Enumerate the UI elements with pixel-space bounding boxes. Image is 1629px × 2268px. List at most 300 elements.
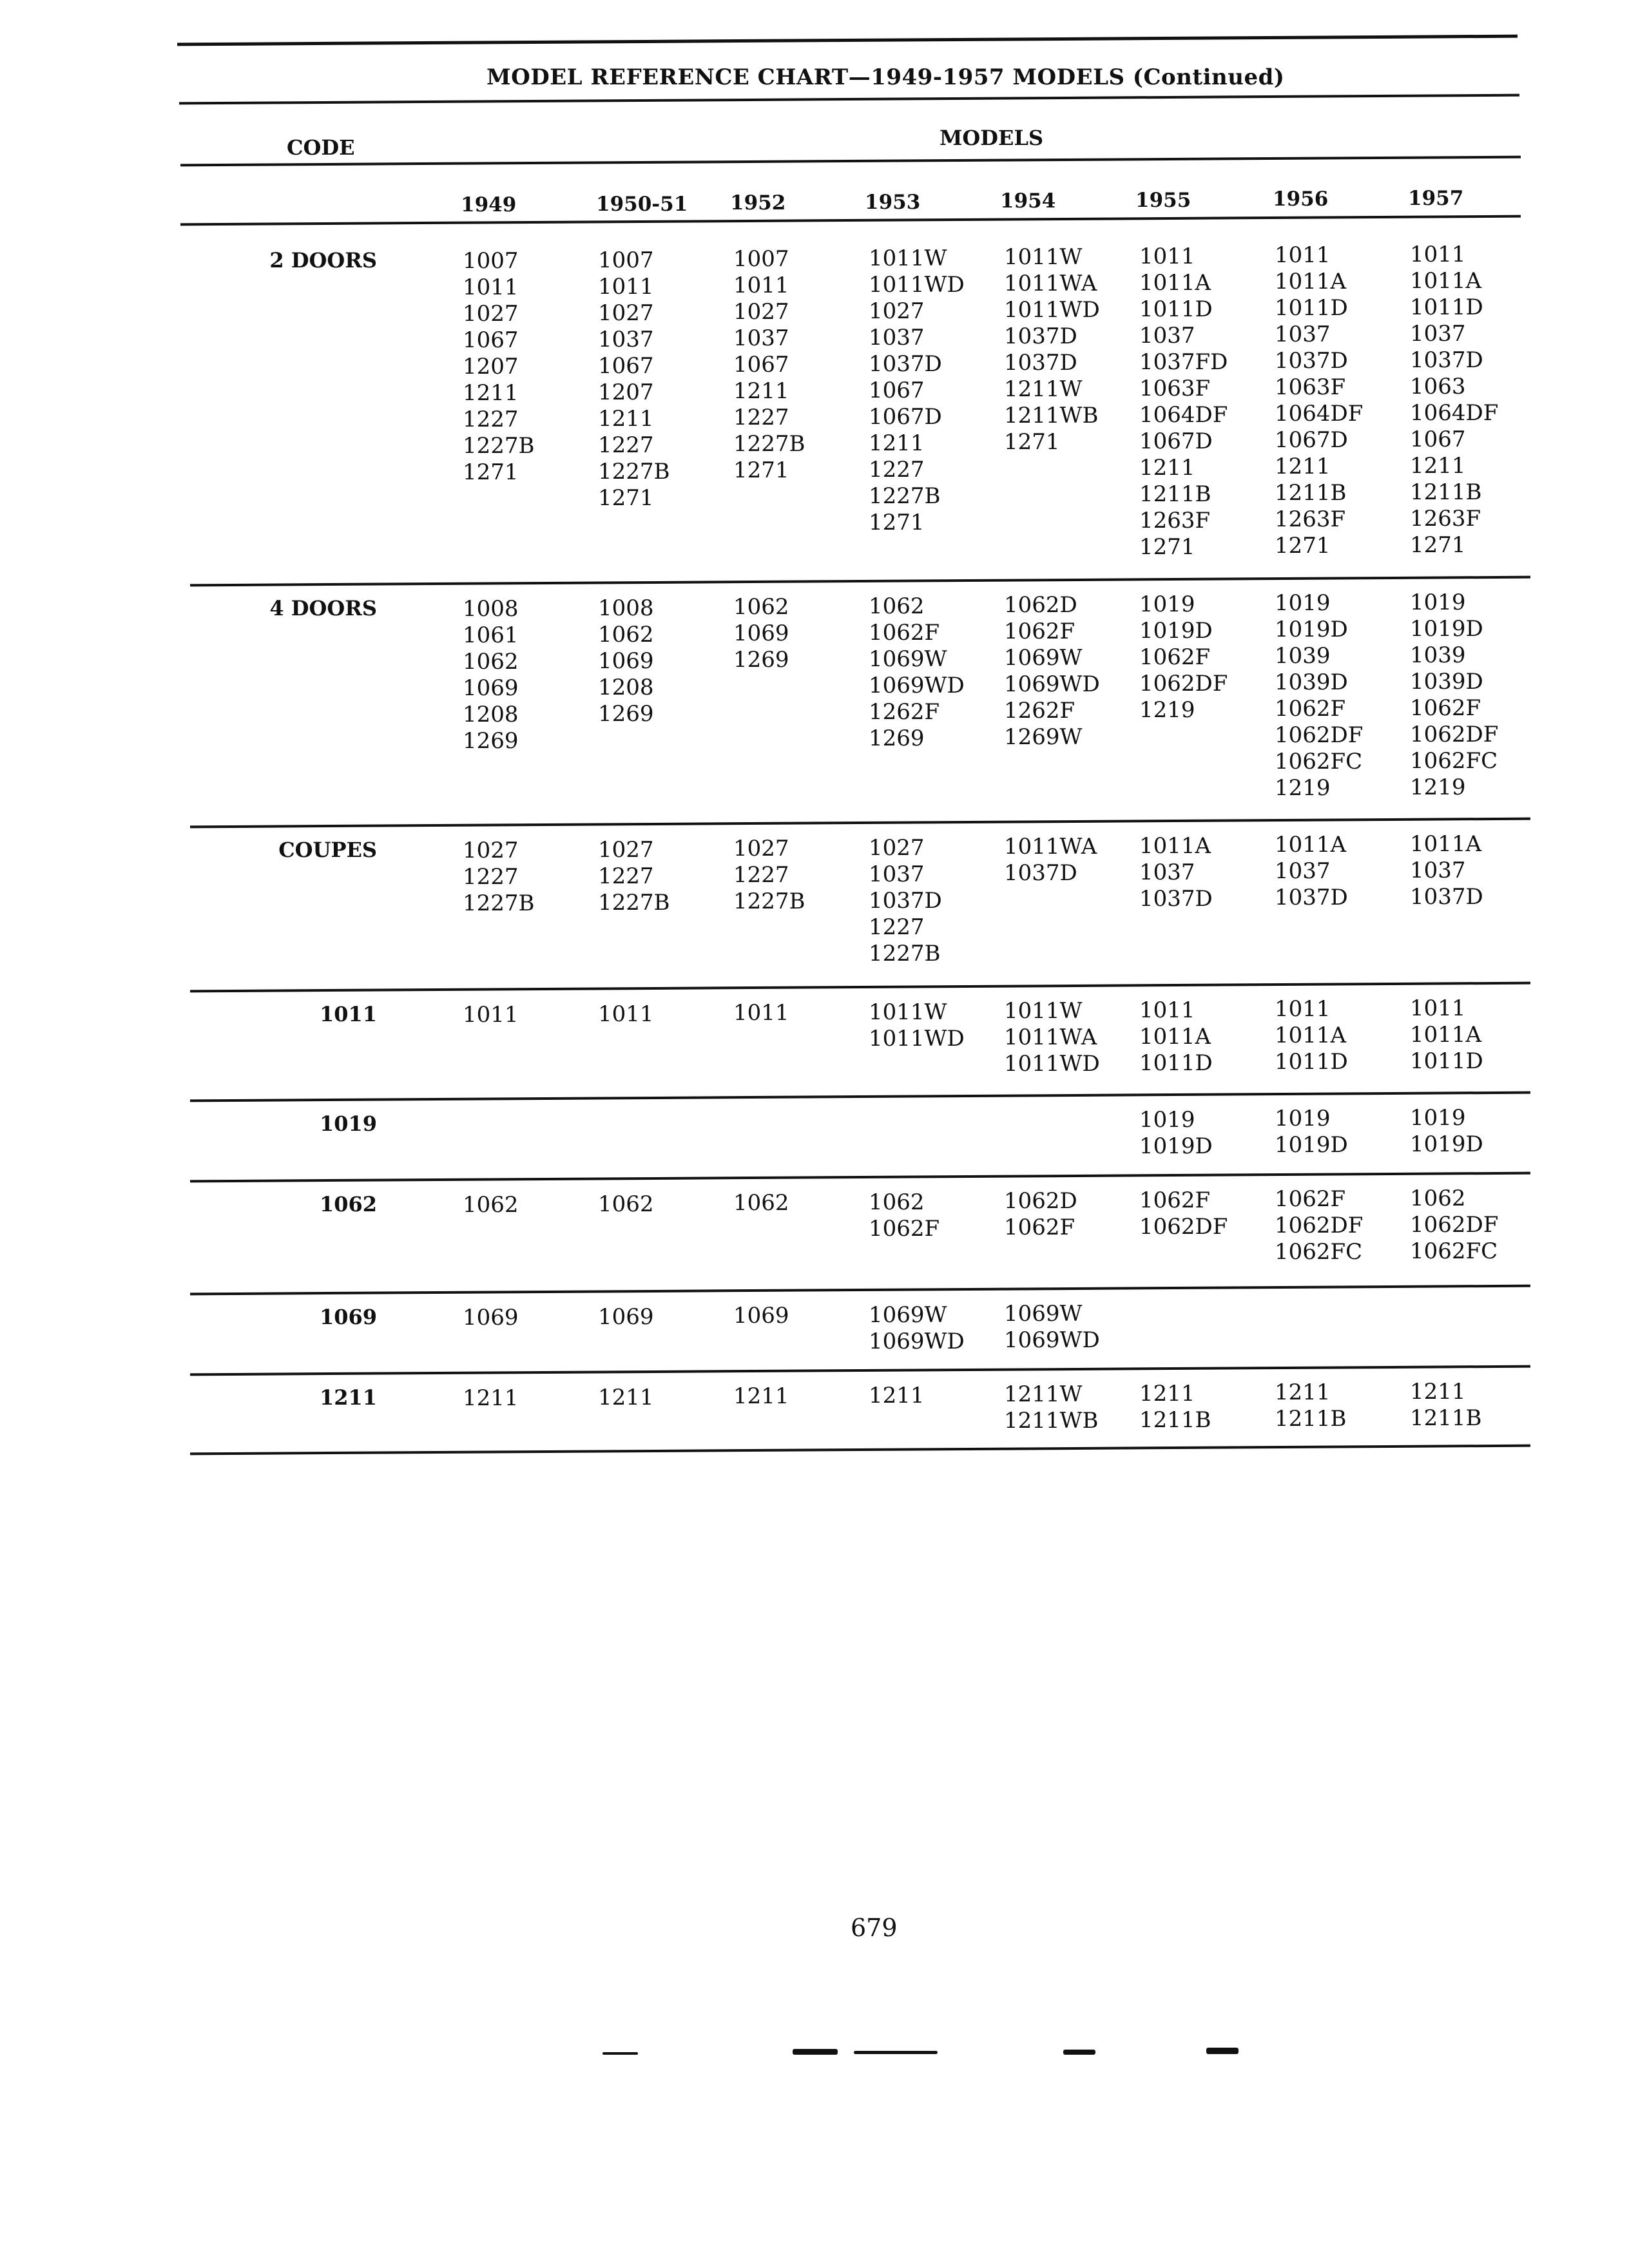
- model-number: 1208: [598, 674, 654, 700]
- row-code: 1211: [319, 1385, 377, 1410]
- model-number: 1007: [733, 246, 789, 272]
- model-number: 1211: [598, 1384, 654, 1410]
- model-number: 1269: [598, 700, 654, 727]
- model-number: 1011W: [1004, 244, 1083, 270]
- section-rule: [190, 1365, 1530, 1376]
- model-number: 1062: [869, 1189, 925, 1215]
- model-number: 1063: [1410, 373, 1466, 399]
- model-cell: [733, 1303, 789, 1329]
- model-number: 1011A: [1275, 1023, 1347, 1048]
- model-number: 1019D: [1139, 617, 1213, 644]
- model-cell: [1139, 1381, 1211, 1434]
- section-rule: [190, 1091, 1530, 1102]
- model-number: 1207: [598, 379, 654, 405]
- model-number: 1227: [598, 863, 654, 889]
- model-number: 1027: [598, 836, 654, 863]
- model-number: 1062: [598, 621, 654, 648]
- model-number: 1063F: [1275, 374, 1346, 400]
- model-number: 1227: [733, 862, 789, 888]
- model-number: 1263F: [1410, 505, 1481, 532]
- model-number: 1069WD: [869, 672, 965, 698]
- model-number: 1008: [463, 596, 519, 622]
- model-cell: [598, 595, 654, 727]
- model-number: 1037: [1275, 858, 1331, 884]
- scan-mark: [1206, 2048, 1239, 2054]
- model-number: 1069W: [1004, 645, 1083, 671]
- model-number: 1227B: [869, 483, 941, 509]
- model-number: 1227: [869, 456, 925, 483]
- model-number: 1219: [1410, 774, 1466, 800]
- model-cell: [1410, 831, 1483, 910]
- model-cell: [869, 1189, 940, 1242]
- model-number: 1011: [1139, 243, 1195, 269]
- model-number: 1019: [1410, 1104, 1466, 1131]
- model-cell: [598, 1304, 654, 1331]
- model-number: 1037D: [1004, 323, 1077, 349]
- top-rule: [177, 35, 1518, 46]
- model-number: 1069WD: [1004, 671, 1100, 697]
- model-number: 1262F: [1004, 698, 1075, 724]
- model-cell: [869, 1302, 965, 1355]
- model-cell: [869, 835, 942, 967]
- model-number: 1062F: [869, 619, 940, 646]
- model-number: 1011: [733, 1000, 789, 1026]
- model-number: 1037: [733, 325, 789, 351]
- scan-mark: [793, 2049, 838, 2055]
- model-number: 1227B: [733, 889, 805, 914]
- model-number: 1037D: [1004, 860, 1077, 886]
- model-number: 1062F: [1004, 1215, 1075, 1240]
- scan-mark: [602, 2052, 638, 2055]
- row-code: 1011: [319, 1002, 377, 1026]
- model-number: 1211: [598, 405, 654, 432]
- row-code: COUPES: [278, 838, 377, 862]
- model-number: 1007: [463, 248, 519, 274]
- model-cell: [1410, 1186, 1498, 1265]
- model-number: 1227: [598, 432, 654, 458]
- model-cell: [869, 1383, 925, 1409]
- model-number: 1211B: [1410, 479, 1482, 505]
- model-number: 1062F: [1275, 696, 1346, 722]
- model-number: 1062DF: [1139, 1213, 1228, 1240]
- model-number: 1211WB: [1004, 1408, 1099, 1434]
- model-cell: [463, 838, 535, 917]
- model-number: 1011W: [869, 999, 947, 1025]
- model-number: 1037: [869, 324, 925, 351]
- model-cell: [1275, 832, 1348, 911]
- model-number: 1069W: [869, 646, 947, 672]
- model-number: 1027: [869, 834, 925, 861]
- model-number: 1211: [1139, 1380, 1195, 1407]
- model-number: 1208: [463, 702, 519, 727]
- model-number: 1064DF: [1275, 401, 1364, 427]
- model-number: 1037: [1275, 322, 1331, 347]
- model-cell: [463, 1192, 519, 1218]
- model-number: 1271: [1410, 532, 1466, 558]
- model-cell: [733, 1383, 789, 1410]
- row-code: 1069: [319, 1305, 377, 1329]
- model-number: 1271: [1004, 429, 1060, 455]
- model-number: 1027: [463, 301, 519, 327]
- model-number: 1211: [1275, 454, 1331, 479]
- model-cell: [598, 1191, 654, 1218]
- model-number: 1011WD: [1004, 1051, 1100, 1077]
- model-number: 1062: [1410, 1185, 1466, 1211]
- model-number: 1039D: [1410, 668, 1483, 695]
- section-rule: [190, 1445, 1530, 1456]
- model-number: 1027: [733, 299, 789, 325]
- model-number: 1269W: [1004, 724, 1083, 750]
- model-number: 1011D: [1139, 1050, 1213, 1076]
- model-number: 1062: [463, 1192, 519, 1218]
- model-number: 1011W: [869, 245, 947, 271]
- model-number: 1069WD: [869, 1328, 965, 1354]
- model-number: 1027: [598, 300, 654, 326]
- year-heading: 1956: [1273, 187, 1329, 211]
- model-number: 1011: [1275, 996, 1331, 1022]
- model-number: 1019D: [1410, 615, 1483, 642]
- model-number: 1211: [463, 380, 519, 406]
- model-cell: [463, 248, 535, 486]
- model-number: 1011WA: [1004, 271, 1097, 296]
- model-number: 1219: [1139, 697, 1195, 723]
- model-number: 1019: [1410, 589, 1466, 615]
- model-number: 1211: [1275, 1379, 1331, 1405]
- model-number: 1062D: [1004, 1188, 1077, 1214]
- model-number: 1069W: [869, 1302, 947, 1328]
- model-number: 1011WA: [1004, 1024, 1097, 1050]
- model-number: 1011: [1275, 242, 1331, 268]
- section-rule: [190, 1285, 1530, 1296]
- model-number: 1211W: [1004, 1381, 1083, 1407]
- model-number: 1061: [463, 622, 519, 648]
- model-number: 1037D: [1004, 350, 1077, 376]
- model-number: 1019D: [1139, 1133, 1213, 1159]
- model-number: 1067: [598, 352, 654, 379]
- model-cell: [1139, 833, 1213, 912]
- model-number: 1062: [463, 649, 519, 675]
- model-number: 1067D: [1139, 428, 1213, 454]
- row-code: 4 DOORS: [269, 596, 377, 620]
- model-cell: [1139, 1107, 1213, 1160]
- model-number: 1211: [733, 1383, 789, 1409]
- model-cell: [1139, 244, 1228, 561]
- model-cell: [1139, 591, 1228, 724]
- model-cell: [1410, 1379, 1482, 1432]
- model-number: 1011A: [1410, 267, 1482, 294]
- model-number: 1011A: [1139, 269, 1211, 296]
- model-number: 1019: [1275, 590, 1331, 616]
- model-cell: [598, 247, 670, 512]
- model-cell: [1004, 1381, 1098, 1434]
- model-number: 1271: [1139, 533, 1195, 560]
- model-number: 1069: [463, 1305, 519, 1331]
- model-number: 1067: [1410, 426, 1466, 452]
- model-number: 1037D: [869, 887, 942, 914]
- model-number: 1069: [733, 1303, 789, 1329]
- model-number: 1037D: [1410, 347, 1483, 373]
- year-heading: 1953: [865, 190, 921, 214]
- model-cell: [1275, 242, 1363, 559]
- model-cell: [1004, 834, 1097, 887]
- model-number: 1227B: [598, 889, 670, 916]
- model-cell: [1410, 590, 1498, 801]
- model-number: 1062F: [1004, 619, 1075, 644]
- model-number: 1263F: [1139, 507, 1211, 533]
- model-number: 1011: [1410, 995, 1466, 1021]
- header-rule: [180, 156, 1521, 167]
- model-number: 1019: [1139, 1106, 1195, 1133]
- model-number: 1062FC: [1275, 749, 1363, 774]
- model-cell: [1275, 1106, 1348, 1158]
- model-number: 1037FD: [1139, 349, 1228, 375]
- scan-mark: [1063, 2050, 1095, 2055]
- model-number: 1011A: [1275, 269, 1347, 294]
- model-number: 1227: [733, 405, 789, 430]
- model-number: 1227B: [869, 940, 941, 966]
- model-number: 1062DF: [1410, 1211, 1499, 1238]
- model-number: 1011D: [1139, 296, 1213, 322]
- model-number: 1067: [733, 352, 789, 378]
- model-number: 1227: [869, 914, 925, 940]
- model-number: 1037: [1139, 859, 1195, 885]
- model-number: 1062F: [1139, 644, 1211, 670]
- model-number: 1062F: [869, 1215, 940, 1242]
- model-number: 1011WA: [1004, 834, 1097, 860]
- model-number: 1039D: [1275, 669, 1348, 695]
- model-number: 1227B: [463, 433, 535, 459]
- title-rule: [179, 94, 1519, 105]
- model-number: 1062F: [1410, 695, 1481, 721]
- model-number: 1062D: [1004, 592, 1077, 618]
- model-number: 1227B: [598, 458, 670, 485]
- model-number: 1211: [1139, 454, 1195, 481]
- model-number: 1007: [598, 247, 654, 273]
- model-number: 1269: [869, 725, 925, 751]
- model-cell: [869, 999, 965, 1052]
- model-number: 1062: [733, 594, 789, 620]
- model-cell: [463, 596, 519, 754]
- model-number: 1207: [463, 354, 519, 380]
- model-number: 1019D: [1410, 1131, 1483, 1157]
- model-number: 1069: [463, 675, 519, 701]
- model-number: 1019: [1139, 591, 1195, 617]
- model-number: 1263F: [1275, 506, 1346, 532]
- model-cell: [463, 1305, 519, 1331]
- model-cell: [1275, 1186, 1363, 1265]
- model-cell: [598, 837, 670, 916]
- row-code: 1062: [319, 1192, 377, 1216]
- model-number: 1011A: [1139, 832, 1211, 859]
- model-cell: [1004, 1301, 1100, 1354]
- model-cell: [598, 1001, 654, 1028]
- model-number: 1262F: [869, 698, 940, 725]
- model-number: 1011: [598, 1001, 654, 1027]
- model-number: 1227: [463, 407, 519, 432]
- model-number: 1069W: [1004, 1301, 1083, 1327]
- model-number: 1037: [1410, 320, 1466, 347]
- row-code: 2 DOORS: [269, 248, 377, 273]
- model-cell: [1410, 1105, 1483, 1158]
- year-heading: 1949: [461, 193, 517, 216]
- model-number: 1008: [598, 595, 654, 621]
- model-number: 1069: [598, 648, 654, 674]
- model-cell: [1410, 242, 1498, 559]
- model-number: 1067: [869, 377, 925, 403]
- model-number: 1219: [1275, 775, 1331, 801]
- model-number: 1027: [869, 298, 925, 324]
- year-heading: 1957: [1408, 186, 1464, 210]
- model-cell: [869, 245, 965, 536]
- model-number: 1019D: [1275, 1132, 1348, 1158]
- model-number: 1037: [1139, 322, 1195, 349]
- model-cell: [1275, 1379, 1347, 1432]
- section-rule: [190, 576, 1530, 587]
- model-number: 1067D: [1275, 427, 1348, 453]
- model-number: 1062DF: [1139, 670, 1228, 697]
- model-cell: [1004, 1188, 1077, 1241]
- model-number: 1062: [733, 1190, 789, 1216]
- model-number: 1069: [733, 620, 789, 646]
- model-number: 1011WD: [869, 1025, 965, 1052]
- model-number: 1062: [598, 1191, 654, 1217]
- model-cell: [598, 1385, 654, 1411]
- model-number: 1211B: [1139, 481, 1211, 507]
- model-number: 1037: [1410, 857, 1466, 883]
- model-number: 1064DF: [1139, 401, 1228, 428]
- year-heading: 1950-51: [596, 192, 688, 216]
- model-cell: [733, 246, 805, 484]
- model-number: 1011WD: [869, 271, 965, 298]
- model-number: 1211B: [1275, 480, 1347, 506]
- model-number: 1063F: [1139, 375, 1211, 401]
- model-number: 1011A: [1410, 1021, 1482, 1048]
- model-number: 1062FC: [1410, 1238, 1498, 1264]
- model-number: 1271: [598, 485, 654, 511]
- model-number: 1211: [1410, 1378, 1466, 1405]
- model-number: 1069: [598, 1303, 654, 1330]
- model-number: 1062DF: [1410, 721, 1499, 747]
- model-number: 1011: [1139, 997, 1195, 1023]
- model-number: 1211W: [1004, 376, 1083, 402]
- model-number: 1211WB: [1004, 403, 1099, 428]
- model-number: 1211: [733, 378, 789, 404]
- section-rule: [190, 1172, 1530, 1183]
- model-number: 1037: [598, 326, 654, 352]
- model-cell: [463, 1385, 519, 1412]
- model-number: 1019: [1275, 1106, 1331, 1131]
- model-number: 1271: [869, 509, 925, 535]
- year-heading: 1954: [1000, 189, 1056, 213]
- model-number: 1037D: [1410, 883, 1483, 910]
- model-number: 1067D: [869, 403, 942, 430]
- model-number: 1271: [463, 459, 519, 485]
- model-number: 1011: [463, 1002, 519, 1028]
- model-number: 1067: [463, 327, 519, 353]
- model-cell: [733, 1190, 789, 1216]
- model-number: 1227B: [733, 431, 805, 457]
- model-number: 1011: [463, 274, 519, 300]
- model-number: 1211: [1410, 452, 1466, 479]
- model-cell: [1139, 997, 1213, 1077]
- model-cell: [733, 836, 805, 915]
- model-number: 1271: [733, 457, 789, 483]
- model-number: 1011: [598, 273, 654, 300]
- model-cell: [733, 594, 789, 673]
- model-number: 1011D: [1410, 294, 1483, 320]
- model-cell: [1004, 998, 1100, 1077]
- model-number: 1037D: [1139, 885, 1213, 912]
- model-number: 1011: [1410, 241, 1466, 267]
- model-number: 1227B: [463, 890, 535, 916]
- model-cell: [733, 1000, 789, 1026]
- model-number: 1011A: [1410, 831, 1482, 857]
- model-number: 1011: [733, 273, 789, 298]
- model-number: 1037D: [1275, 348, 1348, 374]
- year-heading: 1952: [730, 191, 786, 215]
- model-number: 1037D: [869, 351, 942, 377]
- code-header: CODE: [287, 135, 355, 160]
- chart-title: MODEL REFERENCE CHART—1949-1957 MODELS (Continued): [487, 64, 1285, 90]
- models-header: MODELS: [940, 126, 1044, 150]
- model-number: 1211B: [1275, 1406, 1347, 1432]
- model-number: 1269: [733, 647, 789, 673]
- model-number: 1062DF: [1275, 722, 1364, 748]
- model-number: 1211B: [1410, 1405, 1482, 1431]
- model-number: 1019D: [1275, 617, 1348, 642]
- model-number: 1271: [1275, 533, 1331, 559]
- model-cell: [1410, 995, 1483, 1075]
- model-number: 1039: [1275, 643, 1331, 669]
- model-number: 1062FC: [1275, 1239, 1363, 1265]
- model-number: 1062F: [1139, 1187, 1211, 1213]
- model-number: 1011A: [1275, 832, 1347, 858]
- model-number: 1037: [869, 861, 925, 887]
- model-number: 1227: [463, 864, 519, 890]
- model-number: 1011D: [1275, 1049, 1348, 1075]
- model-number: 1269: [463, 728, 519, 754]
- year-heading: 1955: [1135, 188, 1191, 212]
- model-cell: [1275, 996, 1348, 1075]
- model-number: 1062: [869, 593, 925, 619]
- model-number: 1011D: [1275, 295, 1348, 321]
- model-cell: [463, 1002, 519, 1028]
- model-number: 1062F: [1275, 1186, 1346, 1212]
- model-number: 1037D: [1275, 885, 1348, 910]
- model-number: 1211: [869, 430, 925, 456]
- model-cell: [1004, 244, 1100, 456]
- model-number: 1011A: [1139, 1023, 1211, 1050]
- model-number: 1027: [463, 838, 519, 863]
- section-rule: [190, 818, 1530, 829]
- section-rule: [190, 982, 1530, 993]
- row-code: 1019: [319, 1111, 377, 1136]
- model-number: 1062DF: [1275, 1213, 1364, 1238]
- model-cell: [1275, 590, 1363, 802]
- model-number: 1211: [463, 1385, 519, 1411]
- model-number: 1027: [733, 836, 789, 861]
- model-number: 1011WD: [1004, 297, 1100, 323]
- model-number: 1039: [1410, 642, 1466, 668]
- model-number: 1011D: [1410, 1048, 1483, 1074]
- page-number: 679: [851, 1914, 898, 1942]
- year-rule: [180, 215, 1521, 226]
- model-number: 1011W: [1004, 998, 1083, 1024]
- model-number: 1211B: [1139, 1407, 1211, 1433]
- model-number: 1062FC: [1410, 747, 1498, 774]
- model-cell: [1004, 592, 1100, 751]
- model-number: 1211: [869, 1382, 925, 1408]
